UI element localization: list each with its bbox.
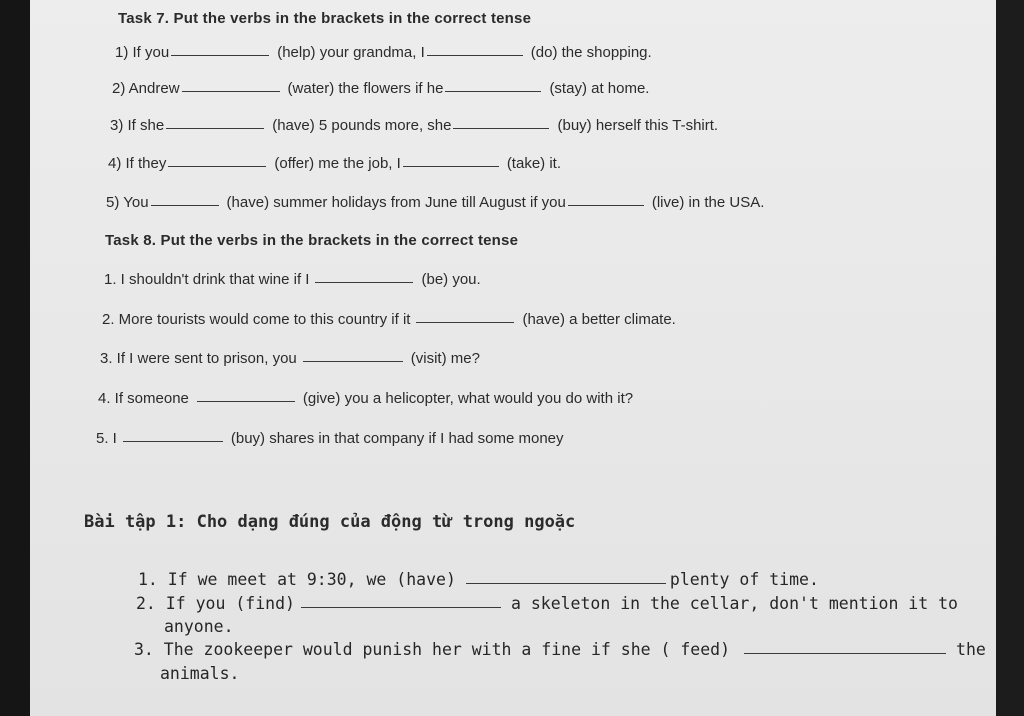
item-text: anyone. <box>164 617 234 636</box>
answer-blank[interactable] <box>315 281 413 283</box>
answer-blank[interactable] <box>171 54 269 56</box>
item-text: 3. The zookeeper would punish her with a fine if she ( feed) <box>134 640 731 659</box>
bai-tap-item-3 <box>134 640 986 659</box>
answer-blank[interactable] <box>453 127 549 129</box>
task7-item-5 <box>106 194 764 211</box>
bai-tap-item-2 <box>136 594 958 613</box>
item-text: (be) you. <box>421 271 481 288</box>
item-text: (offer) me the job, I <box>274 155 401 172</box>
item-text: (help) your grandma, I <box>277 44 425 61</box>
item-text: (water) the flowers if he <box>287 80 444 97</box>
answer-blank[interactable] <box>197 400 295 402</box>
photo-background-left <box>0 0 30 716</box>
task8-item-3 <box>100 350 480 367</box>
item-text: 2. More tourists would come to this country if it <box>102 311 411 328</box>
bai-tap-item-3-continued <box>160 664 239 683</box>
answer-blank[interactable] <box>151 204 219 206</box>
item-text: (give) you a helicopter, what would you do with it? <box>302 390 634 407</box>
answer-blank[interactable] <box>466 582 666 584</box>
item-text: (stay) at home. <box>549 80 650 97</box>
item-text: the <box>956 640 986 659</box>
item-text: a skeleton in the cellar, don't mention it to <box>510 594 958 613</box>
answer-blank[interactable] <box>744 652 946 654</box>
answer-blank[interactable] <box>166 127 264 129</box>
answer-blank[interactable] <box>427 54 523 56</box>
item-text: (buy) shares in that company if I had some money <box>230 430 564 447</box>
answer-blank[interactable] <box>303 360 403 362</box>
item-text: 4. If someone <box>98 390 189 407</box>
task8-item-5 <box>96 430 564 447</box>
item-text: 2. If you (find) <box>136 594 295 613</box>
worksheet-page <box>30 0 996 716</box>
item-text: (live) in the USA. <box>651 194 765 211</box>
item-text: 1. If we meet at 9:30, we (have) <box>138 570 456 589</box>
answer-blank[interactable] <box>416 321 514 323</box>
photo-background-right <box>996 0 1024 716</box>
task8-item-4 <box>98 390 633 407</box>
item-text: 5. I <box>96 430 117 447</box>
item-text: plenty of time. <box>669 570 819 589</box>
item-text: 2) Andrew <box>112 80 180 97</box>
answer-blank[interactable] <box>445 90 541 92</box>
item-text: 5) You <box>106 194 149 211</box>
answer-blank[interactable] <box>182 90 280 92</box>
answer-blank[interactable] <box>123 440 223 442</box>
bai-tap-item-1 <box>138 570 819 589</box>
item-text: (have) summer holidays from June till August if you <box>226 194 566 211</box>
item-text: (have) 5 pounds more, she <box>272 117 452 134</box>
item-text: animals. <box>160 664 240 683</box>
item-text: 1. I shouldn't drink that wine if I <box>104 271 310 288</box>
item-text: (visit) me? <box>410 350 480 367</box>
task8-item-2 <box>102 311 676 328</box>
task7-item-3 <box>110 117 718 134</box>
answer-blank[interactable] <box>168 165 266 167</box>
item-text: (do) the shopping. <box>530 44 652 61</box>
task7-title: Task 7. Put the verbs in the brackets in the correct tense <box>118 10 532 27</box>
task8-item-1 <box>104 271 481 288</box>
bai-tap-item-2-continued <box>164 617 234 636</box>
bai-tap-title: Bài tập 1: Cho dạng đúng của động từ trong ngoặc <box>84 512 576 532</box>
item-text: 3. If I were sent to prison, you <box>100 350 297 367</box>
item-text: (take) it. <box>506 155 561 172</box>
task7-item-2 <box>112 80 649 97</box>
task7-item-1 <box>115 44 652 61</box>
answer-blank[interactable] <box>301 606 501 608</box>
answer-blank[interactable] <box>568 204 644 206</box>
task8-title: Task 8. Put the verbs in the brackets in the correct tense <box>105 232 519 249</box>
item-text: 4) If they <box>108 155 167 172</box>
item-text: 1) If you <box>115 44 170 61</box>
task7-item-4 <box>108 155 561 172</box>
item-text: (have) a better climate. <box>522 311 676 328</box>
item-text: (buy) herself this T-shirt. <box>557 117 719 134</box>
item-text: 3) If she <box>110 117 165 134</box>
answer-blank[interactable] <box>403 165 499 167</box>
